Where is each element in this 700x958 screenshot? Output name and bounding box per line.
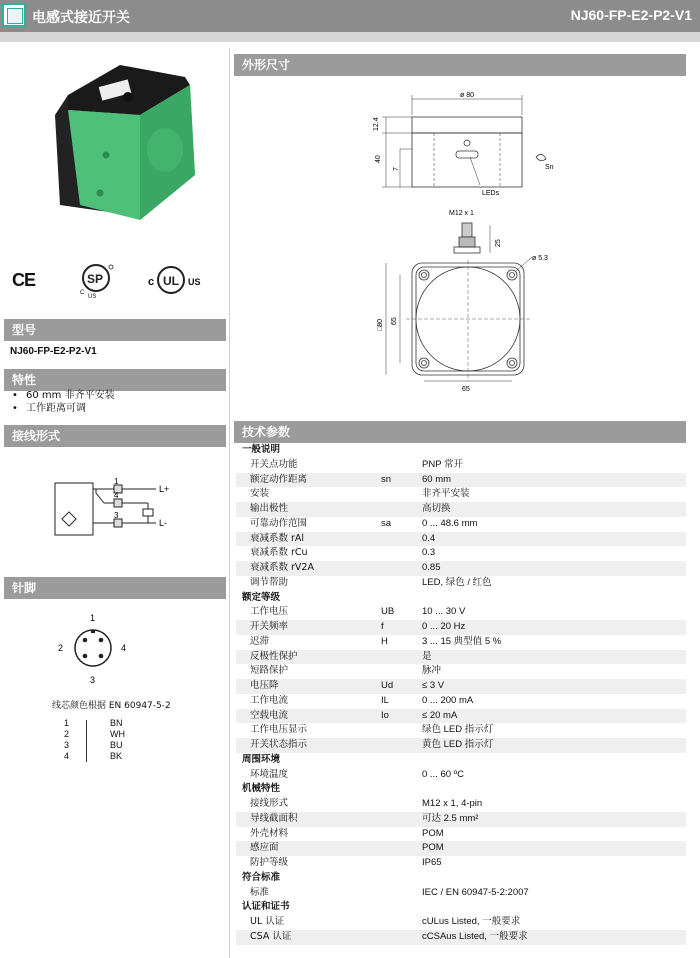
- tech-category-label: 一般说明: [242, 444, 281, 455]
- tech-label-cell: UL 认证: [250, 916, 285, 927]
- dim-diameter-5-3: ø 5.3: [532, 255, 548, 262]
- pinout-color-note: 线芯颜色根据 EN 60947-5-2: [52, 701, 171, 711]
- tech-label-cell: 开关频率: [250, 621, 289, 632]
- dim-sn-label: Sn: [545, 164, 554, 171]
- tech-sym-cell: sa: [381, 517, 392, 529]
- tech-label-cell: 开关点功能: [250, 458, 298, 470]
- table-row: [236, 605, 686, 620]
- section-tech-header: 技术参数: [234, 421, 686, 443]
- tech-label-cell: 工作电压显示: [250, 724, 308, 736]
- tech-category-label: 认证和证书: [242, 901, 290, 913]
- tech-sym-cell: sn: [381, 473, 392, 485]
- section-pinout-header: 针脚: [4, 577, 226, 599]
- tech-label-cell: 迟滞: [250, 635, 270, 647]
- tech-sym-cell: Io: [381, 709, 389, 721]
- table-row: [236, 797, 686, 812]
- tech-label-cell: 额定动作距离: [250, 473, 308, 485]
- table-row: [236, 650, 686, 665]
- tech-value-cell: cULus Listed, 一般要求: [422, 916, 521, 927]
- tech-value-cell: 0 ... 60 ºC: [422, 768, 465, 780]
- tech-category-row: [236, 591, 686, 606]
- tech-category-label: 额定等级: [242, 591, 281, 603]
- table-row: [236, 473, 686, 488]
- dim-square-80: □80: [377, 318, 384, 331]
- dim-height-40: 40: [375, 155, 382, 163]
- tech-value-cell: 10 ... 30 V: [422, 606, 466, 618]
- tech-value-cell: LED, 绿色 / 红色: [422, 576, 492, 588]
- pinout-pin4-label: 4: [121, 643, 127, 653]
- model-number: NJ60-FP-E2-P2-V1: [570, 7, 692, 23]
- section-dimensions-header: 外形尺寸: [234, 54, 686, 76]
- tech-value-cell: 0.3: [422, 547, 436, 559]
- tech-label-cell: 安装: [250, 488, 270, 500]
- tech-label-cell: 可靠动作范围: [250, 517, 308, 529]
- list-item: 3 BU: [64, 740, 123, 750]
- tech-label-cell: 衰减系数 rAl: [250, 532, 305, 544]
- tech-label-cell: 防护等级: [250, 857, 289, 868]
- table-row: [236, 546, 686, 561]
- table-row: [236, 635, 686, 650]
- features-list: [12, 389, 115, 415]
- table-row: [236, 664, 686, 679]
- wiring-pin3-label: 3: [114, 511, 119, 520]
- header-subbar: [0, 32, 700, 42]
- svg-text:UL: UL: [163, 274, 179, 288]
- ce-mark: CE: [12, 270, 36, 290]
- dimension-drawing: [360, 85, 575, 405]
- table-row: [236, 930, 686, 945]
- tech-sym-cell: H: [381, 635, 388, 647]
- tech-value-cell: IP65: [422, 857, 442, 868]
- tech-label-cell: 工作电流: [250, 694, 289, 706]
- tech-label-cell: 输出极性: [250, 503, 289, 514]
- tech-sym-cell: Ud: [381, 680, 394, 691]
- wiring-pin1-label: 1: [114, 477, 119, 486]
- table-row: [236, 738, 686, 753]
- tech-value-cell: 绿色 LED 指示灯: [422, 724, 494, 736]
- table-row: [236, 886, 686, 901]
- tech-label-cell: 标准: [250, 886, 270, 898]
- tech-value-cell: 0 ... 20 Hz: [422, 621, 466, 632]
- tech-label-cell: 短路保护: [250, 665, 289, 677]
- tech-value-cell: 高切换: [422, 503, 451, 514]
- csa-c-label: C: [80, 290, 85, 296]
- tech-category-row: [236, 871, 686, 886]
- section-features-header: 特性: [4, 369, 226, 391]
- tech-value-cell: POM: [422, 827, 444, 839]
- table-row: [236, 517, 686, 532]
- tech-category-row: [236, 753, 686, 768]
- list-item: 1 BN: [64, 718, 123, 728]
- table-row: [236, 694, 686, 709]
- section-wiring-header: 接线形式: [4, 425, 226, 447]
- product-photo: [40, 55, 210, 230]
- table-row: [236, 502, 686, 517]
- table-row: [236, 487, 686, 502]
- ul-us-label: US: [188, 277, 201, 287]
- tech-category-label: 机械特性: [242, 783, 281, 795]
- tech-label-cell: CSA 认证: [250, 930, 292, 942]
- tech-label-cell: 导线截面积: [250, 812, 298, 824]
- tech-label-cell: 电压降: [250, 680, 279, 691]
- tech-label-cell: 空载电流: [250, 709, 289, 721]
- pin1-connector: [104, 485, 156, 493]
- ul-c-label: c: [148, 276, 155, 288]
- tech-label-cell: 工作电压: [250, 606, 289, 618]
- tech-sym-cell: IL: [381, 694, 389, 706]
- tech-label-cell: 环境温度: [250, 768, 289, 780]
- csa-us-label: US: [88, 294, 97, 300]
- tech-label-cell: 反极性保护: [250, 650, 298, 662]
- table-row: [236, 915, 686, 930]
- header-bar: [0, 0, 700, 32]
- table-row: [236, 812, 686, 827]
- tech-value-cell: PNP 常开: [422, 458, 464, 470]
- tech-category-label: 符合标准: [242, 871, 281, 883]
- side-view: [382, 95, 546, 187]
- pin4-connector: [104, 499, 153, 523]
- tech-category-row: [236, 782, 686, 797]
- front-view: [386, 223, 532, 381]
- wiring-pin4-label: 4: [114, 491, 119, 500]
- table-row: [236, 827, 686, 842]
- tech-value-cell: 3 ... 15 典型值 5 %: [422, 635, 502, 647]
- list-item: 2 WH: [64, 729, 125, 739]
- tech-value-cell: ≤ 3 V: [422, 680, 445, 691]
- table-row: [236, 561, 686, 576]
- dim-height-12-4: 12.4: [373, 117, 380, 131]
- tech-value-cell: cCSAus Listed, 一般要求: [422, 930, 528, 942]
- tech-category-label: 周围环境: [242, 753, 281, 765]
- tech-value-cell: 可达 2.5 mm²: [422, 812, 479, 824]
- table-row: [236, 532, 686, 547]
- svg-text:SP: SP: [87, 272, 104, 286]
- tech-data-table: [236, 443, 686, 945]
- type-value: NJ60-FP-E2-P2-V1: [10, 346, 97, 357]
- tech-value-cell: 脉冲: [422, 665, 442, 677]
- pin-color-list: [60, 718, 140, 762]
- wiring-diagram: [52, 475, 192, 545]
- tech-value-cell: 60 mm: [422, 473, 452, 485]
- dim-width-65-vertical: 65: [391, 317, 398, 325]
- tech-label-cell: 接线形式: [250, 798, 289, 809]
- table-row: [236, 709, 686, 724]
- tech-value-cell: IEC / EN 60947-5-2:2007: [422, 886, 529, 898]
- tech-value-cell: 0 ... 200 mA: [422, 694, 474, 706]
- table-row: [236, 620, 686, 635]
- pinout-diagram: [55, 610, 135, 690]
- tech-label-cell: 感应面: [250, 842, 279, 854]
- dim-leds-label: LEDs: [482, 190, 500, 197]
- dim-m12-label: M12 x 1: [449, 210, 474, 217]
- pinout-pin1-label: 1: [90, 613, 96, 623]
- pinout-pin2-label: 2: [58, 643, 64, 653]
- tech-value-cell: 是: [422, 650, 432, 662]
- tech-value-cell: 0.4: [422, 532, 436, 544]
- ul-logo: [156, 264, 186, 296]
- tech-sym-cell: f: [381, 621, 384, 632]
- dim-width-65-horizontal: 65: [462, 386, 470, 393]
- wiring-plus-label: L+: [159, 484, 170, 494]
- table-row: [236, 841, 686, 856]
- tech-sym-cell: UB: [381, 606, 395, 618]
- tech-label-cell: 开关状态指示: [250, 739, 308, 750]
- page-title: 电感式接近开关: [32, 10, 130, 26]
- tech-value-cell: 非齐平安装: [422, 488, 470, 500]
- tech-value-cell: M12 x 1, 4-pin: [422, 798, 483, 809]
- dim-height-25: 25: [495, 239, 502, 247]
- feature-item: • 60 mm 非齐平安装: [12, 389, 115, 402]
- dim-diameter-80: ø 80: [460, 92, 475, 99]
- tech-value-cell: 黄色 LED 指示灯: [422, 739, 494, 750]
- tech-label-cell: 调节帮助: [250, 576, 289, 588]
- table-row: [236, 723, 686, 738]
- tech-category-row: [236, 443, 686, 458]
- tech-value-cell: POM: [422, 842, 444, 854]
- tech-category-row: [236, 900, 686, 915]
- tech-value-cell: ≤ 20 mA: [422, 709, 458, 721]
- tech-label-cell: 衰减系数 rCu: [250, 547, 308, 559]
- column-divider: [229, 48, 230, 958]
- feature-item: • 工作距离可调: [12, 402, 115, 415]
- table-row: [236, 856, 686, 871]
- pinout-pin3-label: 3: [90, 675, 96, 685]
- tech-value-cell: 0 ... 48.6 mm: [422, 517, 478, 529]
- table-row: [236, 679, 686, 694]
- wiring-minus-label: L-: [159, 518, 168, 528]
- tech-label-cell: 衰减系数 rV2A: [250, 562, 314, 573]
- tech-label-cell: 外壳材料: [250, 827, 289, 839]
- section-type-header: 型号: [4, 319, 226, 341]
- dim-height-7: 7: [393, 167, 400, 171]
- table-row: [236, 576, 686, 591]
- brand-logo-icon: [2, 3, 26, 27]
- table-row: [236, 768, 686, 783]
- csa-logo: [78, 262, 120, 302]
- list-item: 4 BK: [64, 751, 123, 761]
- table-row: [236, 458, 686, 473]
- tech-value-cell: 0.85: [422, 562, 441, 573]
